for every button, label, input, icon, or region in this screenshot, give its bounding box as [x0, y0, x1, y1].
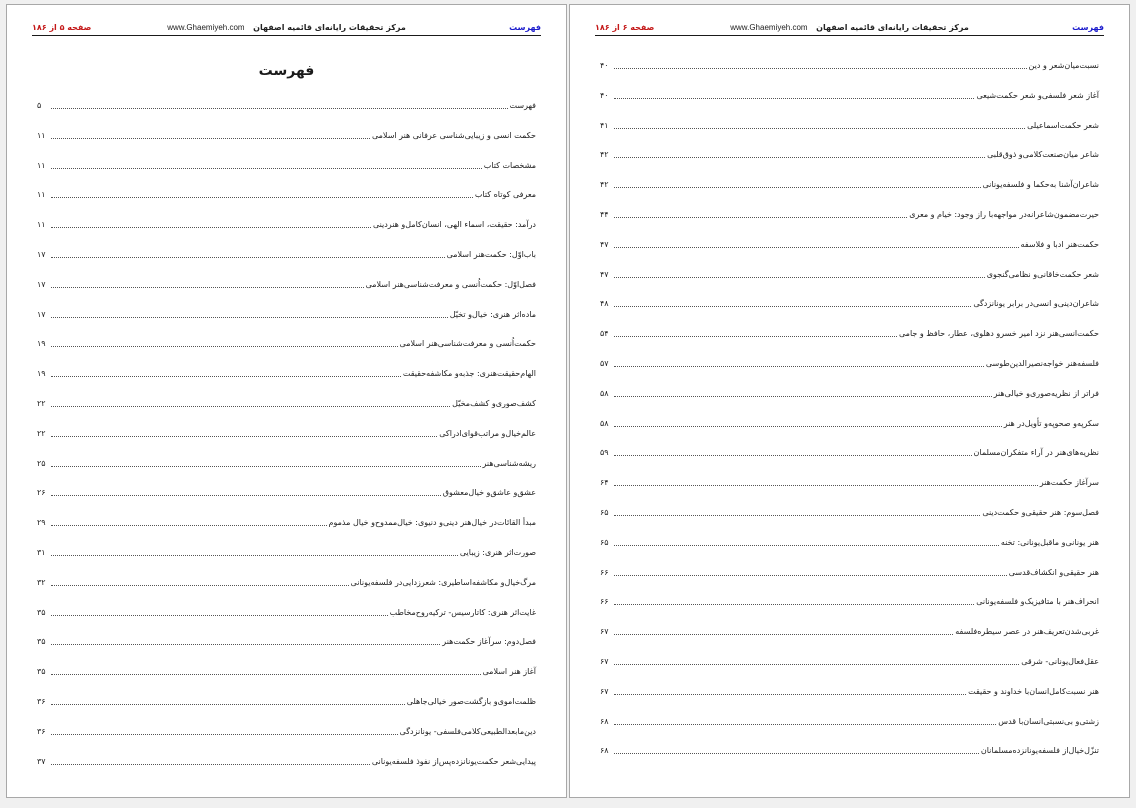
toc-entry-title: فصل‌سوم: هنر حقیقی‌و حکمت‌دینی: [982, 508, 1099, 517]
toc-entry-title: حکمت انسی و زیبایی‌شناسی عرفانی هنر اسلامی: [371, 130, 536, 140]
toc-entry-page: ۵۴: [600, 329, 609, 339]
toc-entry-title: سرآغاز حکمت‌هنر: [1039, 478, 1099, 488]
toc-dot-leader: [51, 406, 450, 407]
toc-entry-title: پیدایی‌شعر حکمت‌یونانزده‌پس‌از نفوذ فلسفه‌یونانی: [371, 756, 536, 766]
toc-entry[interactable]: [37, 514, 536, 528]
toc-dot-leader: [51, 376, 401, 377]
toc-entry-title: فهرست: [509, 101, 536, 110]
toc-dot-leader: [51, 197, 473, 198]
toc-dot-leader: [51, 615, 388, 616]
toc-entry[interactable]: [600, 593, 1099, 607]
toc-dot-leader: [614, 426, 1002, 427]
toc-entry[interactable]: [37, 186, 536, 200]
toc-entry[interactable]: [37, 395, 536, 409]
toc-entry[interactable]: [600, 325, 1099, 339]
toc-dot-leader: [51, 257, 445, 258]
toc-entry-title: شعر حکمت‌اسماعیلی: [1027, 120, 1099, 130]
toc-dot-leader: [614, 545, 999, 546]
toc-entry[interactable]: [37, 574, 536, 588]
toc-entry-page: ۳۷: [37, 756, 46, 766]
toc-entry[interactable]: [37, 306, 536, 320]
toc-entry-title: عقل‌فعال‌یونانی- شرقی: [1021, 657, 1099, 666]
toc-dot-leader: [51, 674, 481, 675]
toc-dot-leader: [614, 455, 972, 456]
toc-entry[interactable]: [600, 534, 1099, 548]
toc-entry-page: ۶۸: [600, 746, 609, 756]
toc-dot-leader: [614, 664, 1019, 665]
toc-entry[interactable]: [600, 176, 1099, 190]
toc-entry-page: ۵۸: [600, 418, 609, 428]
toc-entry-page: ۲۵: [37, 458, 46, 468]
toc-entry[interactable]: [600, 206, 1099, 220]
toc-entry-title: هنر نسبت‌کامل‌انسان‌با خداوند و حقیقت: [968, 686, 1099, 696]
header-center: [32, 21, 541, 35]
toc-entry[interactable]: [600, 415, 1099, 429]
toc-dot-leader: [51, 525, 327, 526]
toc-entry-title: فصل‌دوم: سرآغاز حکمت‌هنر: [442, 637, 536, 647]
toc-entry-title: ریشه‌شناسی‌هنر: [482, 458, 536, 468]
toc-entry-page: ۱۱: [37, 160, 46, 170]
toc-dot-leader: [51, 168, 482, 169]
toc-dot-leader: [614, 247, 1019, 248]
toc-entry-title: آغاز شعر فلسفی‌و شعر حکمت‌شیعی: [976, 90, 1099, 100]
header-institute: مرکز تحقیقات رایانه‌ای قائمیه اصفهان: [816, 23, 969, 32]
toc-entry-page: ۲۹: [37, 518, 46, 528]
toc-entry[interactable]: [37, 663, 536, 677]
toc-dot-leader: [614, 724, 996, 725]
toc-entry-page: ۵۹: [600, 448, 609, 458]
toc-entry-page: ۱۷: [37, 309, 46, 319]
toc-entry-title: حکمت‌انسی‌هنر نزد امیر خسرو دهلوی، عطار، حافظ و جامی: [898, 329, 1099, 339]
header-section-label: فهرست: [509, 23, 541, 32]
header-center: [595, 21, 1104, 35]
toc-entry-title: مشخصات کتاب: [483, 160, 536, 170]
toc-entry[interactable]: [600, 146, 1099, 160]
page-header: [595, 21, 1104, 36]
toc-dot-leader: [614, 604, 974, 605]
toc-entry[interactable]: [600, 266, 1099, 280]
toc-dot-leader: [51, 734, 398, 735]
toc-entry-title: حیرت‌مضمون‌شاعرانه‌در مواجهه‌با راز وجود: خیام و معری: [909, 210, 1099, 219]
toc-entry-page: ۴۸: [600, 299, 609, 309]
toc-dot-leader: [51, 346, 398, 347]
toc-entry-page: ۶۶: [600, 597, 609, 607]
toc-entry[interactable]: [600, 742, 1099, 756]
toc-entry-page: ۱۷: [37, 279, 46, 289]
toc-entry-page: ۱۱: [37, 190, 46, 200]
toc-entry-title: حکمت‌اُنسی و معرفت‌شناسی‌هنر اسلامی: [399, 339, 536, 349]
toc-entry-title: شعر حکمت‌خاقانی‌و نظامی‌گنجوی: [986, 269, 1099, 279]
toc-entry[interactable]: [37, 157, 536, 171]
toc-entry[interactable]: [37, 455, 536, 469]
document-page-right: [569, 4, 1130, 798]
toc-dot-leader: [614, 128, 1025, 129]
toc-entry[interactable]: [600, 117, 1099, 131]
toc-entry[interactable]: [600, 713, 1099, 727]
toc-dot-leader: [614, 396, 992, 397]
toc-entry-page: ۵۸: [600, 388, 609, 398]
toc-entry-page: ۶۶: [600, 567, 609, 577]
toc-entry-page: ۶۵: [600, 537, 609, 547]
toc-entry-page: ۳۵: [37, 607, 46, 617]
toc-dot-leader: [614, 694, 966, 695]
toc-entry[interactable]: [600, 87, 1099, 101]
toc-dot-leader: [51, 555, 458, 556]
toc-entry-page: ۴۴: [600, 210, 609, 219]
toc-dot-leader: [51, 317, 448, 318]
toc-entry-title: ماده‌اثر هنری: خیال‌و تخیّل: [449, 309, 536, 319]
toc-entry-page: ۴۱: [600, 120, 609, 130]
toc-entry[interactable]: [600, 623, 1099, 637]
header-website: www.Ghaemiyeh.com: [730, 23, 808, 32]
header-page-label: صفحه ۵ از ۱۸۶: [32, 23, 92, 32]
toc-entry-title: باب‌اوّل: حکمت‌هنر اسلامی: [446, 250, 536, 259]
toc-entry-page: ۲۲: [37, 399, 46, 408]
toc-entry-title: تنزّل‌خیال‌از فلسفه‌یونانزده‌مسلمانان: [980, 746, 1099, 756]
toc-entry[interactable]: [37, 693, 536, 707]
toc-entry-page: ۵۷: [600, 359, 609, 368]
toc-dot-leader: [614, 187, 981, 188]
toc-dot-leader: [614, 217, 907, 218]
toc-entry-page: ۱۹: [37, 369, 46, 379]
toc-entry[interactable]: [37, 604, 536, 618]
toc-dot-leader: [51, 227, 371, 228]
toc-entry[interactable]: [37, 216, 536, 230]
toc-entry[interactable]: [600, 57, 1099, 71]
toc-entry-page: ۴۲: [600, 150, 609, 160]
toc-entry-page: ۴۲: [600, 180, 609, 190]
toc-entry-page: ۳۱: [37, 548, 46, 557]
toc-entry[interactable]: [37, 276, 536, 290]
toc-entry-page: ۱۹: [37, 339, 46, 349]
toc-entry-page: ۱۱: [37, 130, 46, 140]
toc-dot-leader: [614, 575, 1007, 576]
toc-entry-title: غایت‌اثر هنری: کاتارسیس- ترکیه‌روح‌مخاطب: [389, 607, 536, 617]
toc-entry[interactable]: [600, 444, 1099, 458]
document-page-left: [6, 4, 567, 798]
toc-entry-page: ۶۸: [600, 716, 609, 726]
header-website: www.Ghaemiyeh.com: [167, 23, 245, 32]
toc-entry[interactable]: [37, 127, 536, 141]
toc-dot-leader: [51, 287, 364, 288]
header-section-label: فهرست: [1072, 23, 1104, 32]
toc-entry-page: ۶۴: [600, 478, 609, 488]
page-title: فهرست: [258, 63, 315, 79]
toc-entry-page: ۶۷: [600, 657, 609, 666]
toc-entry-title: معرفی کوتاه کتاب: [474, 190, 536, 200]
toc-dot-leader: [614, 157, 985, 158]
toc-entry[interactable]: [37, 544, 536, 558]
toc-entry[interactable]: [37, 425, 536, 439]
toc-entry[interactable]: [37, 753, 536, 767]
toc-entry[interactable]: [600, 474, 1099, 488]
toc-entry-page: ۱۱: [37, 220, 46, 230]
toc-dot-leader: [51, 108, 508, 109]
toc-entry[interactable]: [600, 653, 1099, 667]
toc-entry[interactable]: [600, 504, 1099, 518]
toc-entry-title: دین‌مابعدالطبیعی‌کلامی‌فلسفی- یونانزدگی: [399, 726, 536, 736]
toc-entry[interactable]: [37, 97, 536, 111]
toc-dot-leader: [51, 436, 437, 437]
toc-entry-page: ۶۵: [600, 508, 609, 517]
toc-entry[interactable]: [600, 385, 1099, 399]
toc-entry-page: ۳۵: [37, 667, 46, 677]
toc-dot-leader: [51, 585, 349, 586]
toc-dot-leader: [51, 466, 481, 467]
toc-entry-title: فصل‌اوّل: حکمت‌اُنسی و معرفت‌شناسی‌هنر اسلامی: [365, 279, 536, 289]
toc-entry[interactable]: [37, 484, 536, 498]
toc-entry-title: ظلمت‌اموی‌و بازگشت‌صور خیالی‌جاهلی: [406, 697, 536, 706]
toc-entry-page: ۵: [37, 101, 42, 110]
toc-entry-title: مرگ‌خیال‌و مکاشفه‌اساطیری: شعرزدایی‌در فلسفه‌یونانی: [350, 577, 536, 587]
toc-entry[interactable]: [600, 564, 1099, 578]
toc-dot-leader: [51, 495, 441, 496]
toc-entry-title: غربی‌شدن‌تعریف‌هنر در عصر سیطره‌فلسفه: [955, 627, 1099, 637]
toc-entry-title: سکرپه‌و صحوپه‌و تأویل‌در هنر: [1003, 418, 1099, 428]
toc-dot-leader: [614, 515, 980, 516]
toc-entry-title: هنر یونانی‌و ماقبل‌یونانی: تخنه: [1000, 537, 1099, 547]
page-header: [32, 21, 541, 36]
toc-entry[interactable]: [600, 683, 1099, 697]
toc-dot-leader: [614, 336, 897, 337]
toc-dot-leader: [51, 704, 405, 705]
toc-entry-title: شاعر میان‌صنعت‌کلامی‌و ذوق‌قلبی: [987, 150, 1099, 160]
toc-entry-title: صورت‌اثر هنری: زیبایی: [459, 548, 536, 557]
toc-entry-page: ۲۲: [37, 428, 46, 438]
toc-entry[interactable]: [37, 633, 536, 647]
toc-dot-leader: [614, 634, 953, 635]
header-page-label: صفحه ۶ از ۱۸۶: [595, 23, 655, 32]
toc-entry-title: فلسفه‌هنر خواجه‌نصیرالدین‌طوسی: [985, 359, 1099, 368]
header-institute: مرکز تحقیقات رایانه‌ای قائمیه اصفهان: [253, 23, 406, 32]
toc-dot-leader: [614, 753, 979, 754]
toc-entry-page: ۳۶: [37, 726, 46, 736]
toc-dot-leader: [51, 138, 370, 139]
toc-entry-page: ۴۰: [600, 61, 609, 70]
toc-entry-page: ۴۷: [600, 269, 609, 279]
toc-entry-title: عشق‌و عاشق‌و خیال‌معشوق: [442, 488, 536, 498]
toc-entry[interactable]: [37, 723, 536, 737]
toc-dot-leader: [614, 277, 985, 278]
toc-entry-title: شاعران‌دینی‌و انسی‌در برابر یونانزدگی: [973, 299, 1099, 309]
toc-entry[interactable]: [37, 335, 536, 349]
toc-entry-title: هنر حقیقی‌و انکشاف‌قدسی: [1008, 567, 1099, 577]
toc-entry-title: حکمت‌هنر ادبا و فلاسفه: [1020, 239, 1099, 249]
toc-entry-title: زشتی‌و بی‌نسبتی‌انسان‌با قدس: [998, 716, 1099, 726]
toc-entry-title: فراتر از نظریه‌صوری‌و خیالی‌هنر: [993, 388, 1099, 398]
toc-dot-leader: [614, 68, 1027, 69]
toc-entry-title: نظریه‌های‌هنر در آراء متفکران‌مسلمان: [973, 448, 1099, 458]
toc-dot-leader: [614, 485, 1038, 486]
toc-entry-page: ۲۶: [37, 488, 46, 498]
toc-entry-title: نسبت‌میان‌شعر و دین: [1028, 61, 1099, 70]
toc-entry-page: ۳۵: [37, 637, 46, 647]
toc-entry-page: ۶۷: [600, 686, 609, 696]
toc-entry-title: الهام‌حقیقت‌هنری: جذبه‌و مکاشفه‌حقیقت: [402, 369, 536, 379]
toc-dot-leader: [51, 644, 440, 645]
toc-entry[interactable]: [600, 236, 1099, 250]
toc-entry-page: ۴۰: [600, 90, 609, 100]
toc-entry-title: انحراف‌هنر با متافیزیک‌و فلسفه‌یونانی: [976, 597, 1099, 607]
toc-entry[interactable]: [600, 295, 1099, 309]
toc-entry-title: عالم‌خیال‌و مراتب‌قوای‌ادراکی: [439, 428, 536, 438]
toc-entry-page: ۱۷: [37, 250, 46, 259]
toc-entry-title: شاعران‌آشنا به‌حکما و فلسفه‌یونانی: [982, 180, 1099, 190]
toc-entry-title: مبدأ القائات‌در خیال‌هنر دینی‌و دنیوی: خیال‌ممدوح‌و خیال مذموم: [328, 518, 536, 528]
toc-dot-leader: [51, 764, 370, 765]
toc-entry[interactable]: [37, 365, 536, 379]
toc-entry-page: ۳۶: [37, 697, 46, 706]
toc-entry-title: کشف‌صوری‌و کشف‌مخیّل: [452, 399, 536, 408]
toc-entry-page: ۴۷: [600, 239, 609, 249]
toc-entry-title: آغاز هنر اسلامی: [482, 667, 536, 677]
toc-dot-leader: [614, 306, 971, 307]
toc-dot-leader: [614, 98, 974, 99]
toc-entry[interactable]: [600, 355, 1099, 369]
toc-dot-leader: [614, 366, 984, 367]
toc-entry-page: ۳۲: [37, 577, 46, 587]
toc-entry-page: ۶۷: [600, 627, 609, 637]
toc-entry[interactable]: [37, 246, 536, 260]
toc-entry-title: درآمد: حقیقت، اسماء الهی، انسان‌کامل‌و هنردینی: [372, 220, 536, 230]
